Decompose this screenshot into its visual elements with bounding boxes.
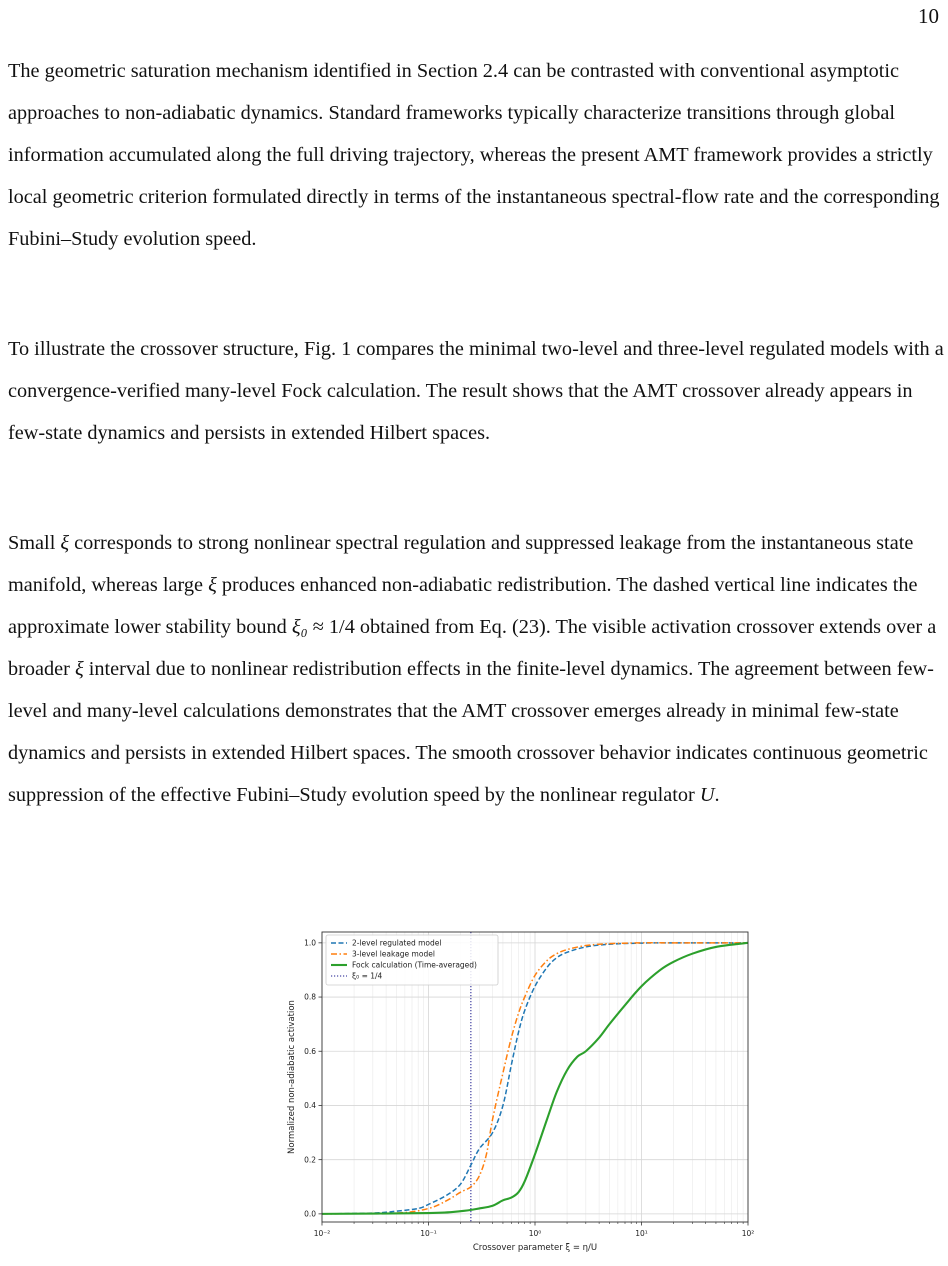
- p3-text: interval due to nonlinear redistribution effects in the finite-level dynamics. The agreement between few-level and many-level calculations demonstrates that the AMT crossover emerges already in minimal few-state dynamics and persists in extended Hilbert spaces. The smooth crossover behavior indicates continuous geometric suppression of the effective Fubini–Study evolution speed by the nonlinear regulator: [8, 658, 934, 806]
- p3-text: ≈ 1/4 obtained from Eq. (23). The visible activation crossover extends over a broader: [8, 616, 937, 680]
- legend-label: Fock calculation (Time-averaged): [352, 960, 477, 970]
- x-axis-label: Crossover parameter ξ = η/U: [472, 1243, 598, 1253]
- p3-text: produces enhanced non-adiabatic redistribution. The dashed vertical line indicates the approximate lower stability bound: [8, 574, 918, 638]
- page-number: 10: [918, 4, 939, 28]
- p3-text: corresponds to strong nonlinear spectral regulation and suppressed leakage from the instantaneous state manifold, whereas large: [8, 532, 914, 596]
- y-tick-label: 0.4: [304, 1101, 316, 1111]
- x-tick-label: 10⁻²: [313, 1229, 331, 1238]
- legend-label: 2-level regulated model: [352, 938, 442, 948]
- paragraph-small-xi: [8, 522, 944, 816]
- paragraph-saturation-mechanism: The geometric saturation mechanism identified in Section 2.4 can be contrasted with conventional asymptotic approaches to non-adiabatic dynamics. Standard frameworks typically characterize transitions through global information accumulated along the full driving trajectory, whereas the present AMT framework provides a strictly local geometric criterion formulated directly in terms of the instantaneous spectral-flow rate and the corresponding Fubini–Study evolution speed.: [8, 60, 940, 250]
- y-tick-label: 0.0: [304, 1209, 316, 1219]
- xi-symbol: ξ: [208, 574, 217, 596]
- y-tick-label: 1.0: [304, 938, 316, 948]
- y-tick-label: 0.8: [304, 992, 316, 1002]
- paragraph-crossover-structure: To illustrate the crossover structure, Fig. 1 compares the minimal two-level and three-level regulated models with a convergence-verified many-level Fock calculation. The result shows that the AMT crossover already appears in few-state dynamics and persists in extended Hilbert spaces.: [8, 338, 944, 444]
- xi-symbol: ξ: [75, 658, 84, 680]
- y-tick-label: 0.6: [304, 1046, 316, 1056]
- legend-label: ξ₀ = 1/4: [352, 971, 383, 981]
- x-tick-label: 10²: [741, 1229, 755, 1238]
- y-tick-label: 0.2: [304, 1155, 316, 1165]
- regulator-symbol: U: [699, 784, 715, 806]
- xi-symbol: ξ: [60, 532, 70, 554]
- figure-activation-crossover: [280, 922, 760, 1260]
- legend-label: 3-level leakage model: [352, 949, 435, 959]
- x-tick-label: 10⁻¹: [420, 1229, 437, 1238]
- legend: [326, 935, 498, 985]
- xi0-symbol: ξ₀: [291, 616, 308, 638]
- p3-text: Small: [8, 532, 61, 554]
- x-tick-label: 10¹: [635, 1229, 648, 1238]
- x-tick-label: 10⁰: [528, 1229, 542, 1238]
- p3-text: .: [714, 784, 720, 806]
- y-axis-label: Normalized non-adiabatic activation: [287, 1000, 297, 1154]
